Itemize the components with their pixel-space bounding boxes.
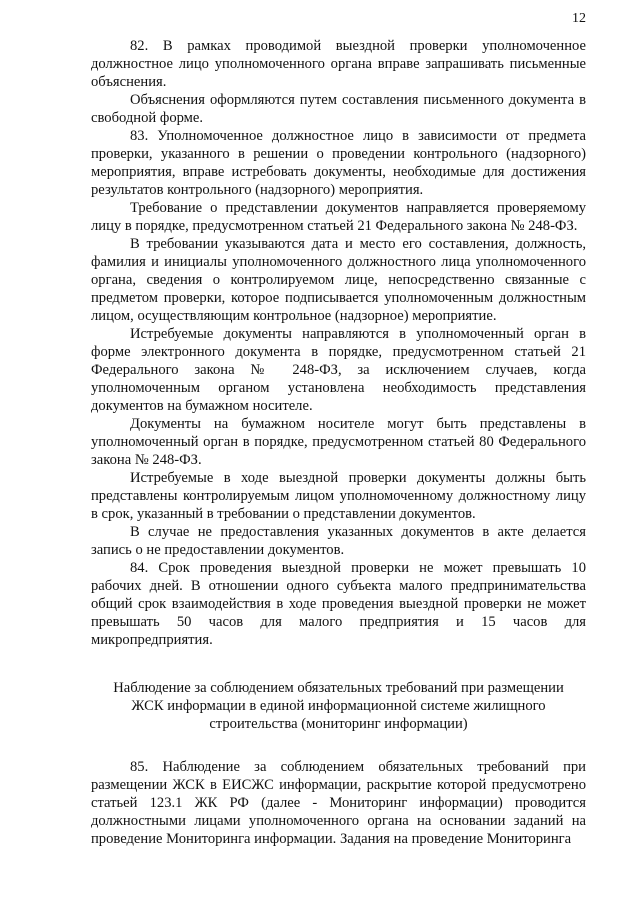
paragraph: В случае не предоставления указанных документов в акте делается запись о не предоставлении документов. <box>91 524 586 558</box>
paragraph: 83. Уполномоченное должностное лицо в зависимости от предмета проверки, указанного в решении о проведении контрольного (надзорного) мероприятия, вправе истребовать документы, необходимые для достижения результатов контрольного (надзорного) мероприятия. <box>91 128 586 198</box>
paragraph: Документы на бумажном носителе могут быть представлены в уполномоченный орган в порядке, предусмотренном статьей 80 Федерального закона № 248-ФЗ. <box>91 416 586 468</box>
paragraph: 82. В рамках проводимой выездной проверки уполномоченное должностное лицо уполномоченного органа вправе запрашивать письменные объяснения. <box>91 38 586 90</box>
paragraph: 85. Наблюдение за соблюдением обязательных требований при размещении ЖСК в ЕИСЖС информации, раскрытие которой предусмотрено статьей 123.1 ЖК РФ (далее - Мониторинг информации) проводится должностными лицами уполномоченного органа на основании заданий на проведение Мониторинга информации. Задания на проведение Мониторинга <box>91 759 586 847</box>
paragraph: Истребуемые в ходе выездной проверки документы должны быть представлены контролируемым лицом уполномоченному должностному лицу в срок, указанный в требовании о представлении документов. <box>91 470 586 522</box>
paragraph: 84. Срок проведения выездной проверки не может превышать 10 рабочих дней. В отношении одного субъекта малого предпринимательства общий срок взаимодействия в ходе проведения выездной проверки не может превышать 50 часов для малого предприятия и 15 часов для микропредприятия. <box>91 560 586 648</box>
section-heading-line: ЖСК информации в единой информационной системе жилищного <box>131 698 546 714</box>
paragraph: Истребуемые документы направляются в уполномоченный орган в форме электронного документа в порядке, предусмотренном статьей 21 Федерального закона № 248-ФЗ, за исключением случаев, когда уполномоченным органом установлена необходимость представления документов на бумажном носителе. <box>91 326 586 414</box>
section-heading <box>91 679 586 733</box>
paragraph: Требование о представлении документов направляется проверяемому лицу в порядке, предусмотренном статьей 21 Федерального закона № 248-ФЗ. <box>91 200 586 234</box>
section-heading-line: Наблюдение за соблюдением обязательных требований при размещении <box>113 680 564 696</box>
section-heading-line: строительства (мониторинг информации) <box>209 716 468 732</box>
paragraph: В требовании указываются дата и место его составления, должность, фамилия и инициалы уполномоченного должностного лица уполномоченного органа, сведения о контролируемом лице, непосредственно связанные с предметом проверки, которое подписывается уполномоченным должностным лицом, осуществляющим контрольное (надзорное) мероприятие. <box>91 236 586 324</box>
document-body <box>91 37 586 848</box>
page-number: 12 <box>572 11 586 26</box>
paragraph: Объяснения оформляются путем составления письменного документа в свободной форме. <box>91 92 586 126</box>
